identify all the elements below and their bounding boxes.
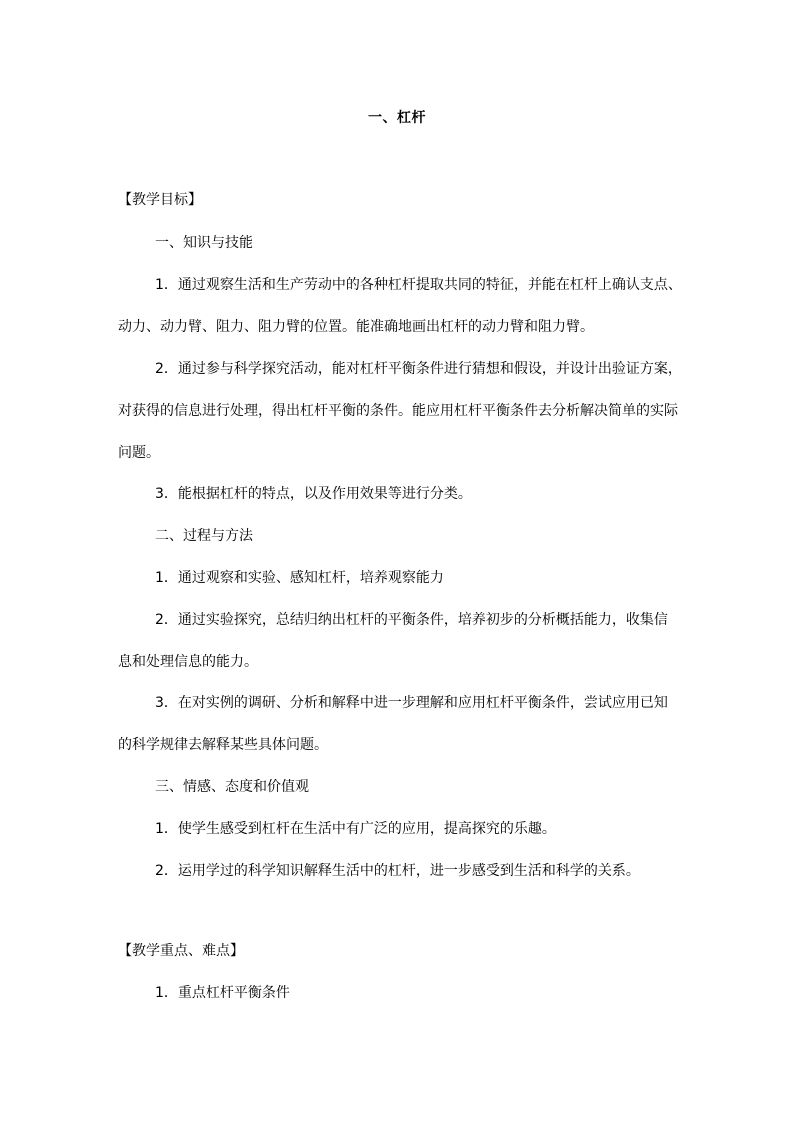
paragraph-line: 1．通过观察和实验、感知杠杆，培养观察能力 — [155, 570, 444, 586]
document-title: 一、杠杆 — [368, 110, 426, 126]
paragraph-line: 1．重点杠杆平衡条件 — [155, 985, 290, 1001]
paragraph-line: 对获得的信息进行处理，得出杠杆平衡的条件。能应用杠杆平衡条件去分析解决简单的实际 — [118, 403, 678, 419]
paragraph-line: 问题。 — [118, 445, 160, 461]
paragraph-line: 的科学规律去解释某些具体问题。 — [118, 737, 328, 753]
subsection-attitudes-values: 三、情感、态度和价值观 — [155, 779, 309, 795]
paragraph-line: 2．通过参与科学探究活动，能对杠杆平衡条件进行猜想和假设，并设计出验证方案， — [155, 361, 682, 377]
paragraph-line: 息和处理信息的能力。 — [118, 654, 258, 670]
paragraph-line: 2．通过实验探究，总结归纳出杠杆的平衡条件，培养初步的分析概括能力，收集信 — [155, 612, 668, 628]
paragraph-line: 3．能根据杠杆的特点，以及作用效果等进行分类。 — [155, 486, 472, 502]
paragraph-line: 2．运用学过的科学知识解释生活中的杠杆，进一步感受到生活和科学的关系。 — [155, 863, 640, 879]
subsection-process-methods: 二、过程与方法 — [155, 528, 253, 544]
subsection-knowledge-skills: 一、知识与技能 — [155, 235, 253, 251]
section-heading-key-points: 【教学重点、难点】 — [118, 943, 244, 959]
paragraph-line: 1．使学生感受到杠杆在生活中有广泛的应用，提高探究的乐趣。 — [155, 821, 556, 837]
section-heading-teaching-goals: 【教学目标】 — [118, 192, 202, 208]
paragraph-line: 动力、动力臂、阻力、阻力臂的位置。能准确地画出杠杆的动力臂和阻力臂。 — [118, 319, 594, 335]
paragraph-line: 3．在对实例的调研、分析和解释中进一步理解和应用杠杆平衡条件，尝试应用已知 — [155, 695, 668, 711]
paragraph-line: 1．通过观察生活和生产劳动中的各种杠杆提取共同的特征，并能在杠杆上确认支点、 — [155, 277, 682, 293]
